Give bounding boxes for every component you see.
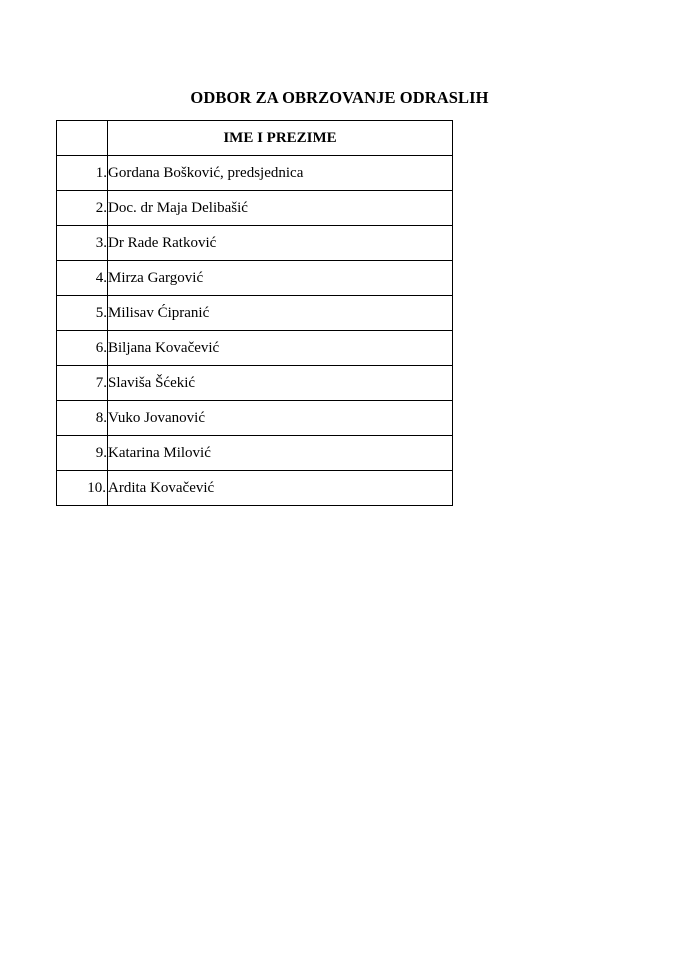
member-name: Gordana Bošković, predsjednica <box>108 156 453 191</box>
member-name: Slaviša Šćekić <box>108 366 453 401</box>
member-name: Vuko Jovanović <box>108 401 453 436</box>
table-row <box>57 226 453 261</box>
header-name-cell: IME I PREZIME <box>108 121 453 156</box>
table-row <box>57 296 453 331</box>
row-number: 10. <box>57 471 108 506</box>
document-title: ODBOR ZA OBRZOVANJE ODRASLIH <box>190 88 489 107</box>
row-number: 8. <box>57 401 108 436</box>
member-name: Biljana Kovačević <box>108 331 453 366</box>
row-number: 4. <box>57 261 108 296</box>
table-row <box>57 471 453 506</box>
member-name: Katarina Milović <box>108 436 453 471</box>
table-row <box>57 401 453 436</box>
table-row <box>57 366 453 401</box>
row-number: 1. <box>57 156 108 191</box>
row-number: 6. <box>57 331 108 366</box>
row-number: 5. <box>57 296 108 331</box>
member-name: Milisav Ćipranić <box>108 296 453 331</box>
row-number: 3. <box>57 226 108 261</box>
table-header-row <box>57 121 453 156</box>
table-row <box>57 191 453 226</box>
table-row <box>57 261 453 296</box>
row-number: 7. <box>57 366 108 401</box>
row-number: 2. <box>57 191 108 226</box>
header-number-cell <box>57 121 108 156</box>
table-row <box>57 436 453 471</box>
member-name: Ardita Kovačević <box>108 471 453 506</box>
table-row <box>57 331 453 366</box>
table-row <box>57 156 453 191</box>
members-table <box>56 120 453 506</box>
row-number: 9. <box>57 436 108 471</box>
member-name: Dr Rade Ratković <box>108 226 453 261</box>
member-name: Doc. dr Maja Delibašić <box>108 191 453 226</box>
member-name: Mirza Gargović <box>108 261 453 296</box>
